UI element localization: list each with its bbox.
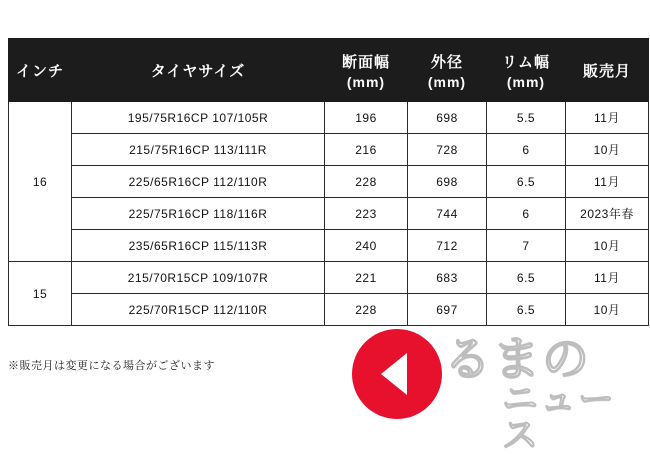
cell-section-width: 240: [325, 230, 408, 262]
cell-sale-month: 10月: [566, 294, 649, 326]
table-row: [9, 294, 649, 326]
cell-section-width: 223: [325, 198, 408, 230]
column-header-outer-diameter: [408, 39, 487, 102]
tire-spec-table-container: [8, 38, 642, 326]
cell-rim-width: 6: [487, 134, 566, 166]
cell-tire-size: 225/65R16CP 112/110R: [72, 166, 325, 198]
cell-rim-width: 6.5: [487, 166, 566, 198]
cell-sale-month: 11月: [566, 166, 649, 198]
logo-text-line2: ニュース: [502, 378, 617, 455]
column-header-inch: [9, 39, 72, 102]
cell-outer-diameter: 712: [408, 230, 487, 262]
cell-section-width: 228: [325, 166, 408, 198]
column-header-rim-width-unit: (mm): [506, 73, 546, 90]
column-header-section-width-unit: (mm): [346, 73, 386, 90]
cell-outer-diameter: 728: [408, 134, 487, 166]
tire-spec-table: [8, 38, 649, 326]
column-header-tire-size-label: タイヤサイズ: [150, 62, 246, 80]
column-header-sale-month: [566, 39, 649, 102]
cell-sale-month: 2023年春: [566, 198, 649, 230]
cell-tire-size: 225/70R15CP 112/110R: [72, 294, 325, 326]
column-header-outer-diameter-unit: (mm): [427, 73, 467, 90]
cell-outer-diameter: 683: [408, 262, 487, 294]
cell-outer-diameter: 744: [408, 198, 487, 230]
column-header-rim-width-label: リム幅: [501, 53, 550, 71]
cell-outer-diameter: 698: [408, 166, 487, 198]
table-row: [9, 102, 649, 134]
table-row: [9, 134, 649, 166]
cell-sale-month: 10月: [566, 134, 649, 166]
logo-chevron-icon: [381, 353, 407, 395]
cell-tire-size: 235/65R16CP 115/113R: [72, 230, 325, 262]
cell-sale-month: 11月: [566, 102, 649, 134]
cell-tire-size: 215/75R16CP 113/111R: [72, 134, 325, 166]
logo-text-line1: るまの: [444, 332, 591, 385]
cell-outer-diameter: 698: [408, 102, 487, 134]
cell-sale-month: 11月: [566, 262, 649, 294]
cell-tire-size: 225/75R16CP 118/116R: [72, 198, 325, 230]
table-body: [9, 102, 649, 326]
table-row: [9, 166, 649, 198]
inch-group-cell: 15: [9, 262, 72, 326]
table-header-row: [9, 39, 649, 102]
cell-section-width: 221: [325, 262, 408, 294]
column-header-sale-month-label: 販売月: [582, 62, 631, 80]
footnote: ※販売月は変更になる場合がございます: [8, 360, 215, 372]
table-row: [9, 262, 649, 294]
column-header-section-width-label: 断面幅: [341, 53, 390, 71]
column-header-outer-diameter-label: 外径: [430, 53, 463, 71]
cell-rim-width: 6.5: [487, 262, 566, 294]
cell-outer-diameter: 697: [408, 294, 487, 326]
column-header-inch-label: インチ: [15, 62, 64, 80]
column-header-section-width: [325, 39, 408, 102]
logo-circle-icon: [352, 329, 442, 419]
cell-rim-width: 7: [487, 230, 566, 262]
cell-rim-width: 6.5: [487, 294, 566, 326]
column-header-rim-width: [487, 39, 566, 102]
table-row: [9, 198, 649, 230]
inch-group-cell: 16: [9, 102, 72, 262]
watermark-logo: [352, 329, 642, 455]
cell-section-width: 196: [325, 102, 408, 134]
table-header: [9, 39, 649, 102]
column-header-tire-size: [72, 39, 325, 102]
cell-rim-width: 5.5: [487, 102, 566, 134]
cell-rim-width: 6: [487, 198, 566, 230]
cell-tire-size: 195/75R16CP 107/105R: [72, 102, 325, 134]
cell-sale-month: 10月: [566, 230, 649, 262]
table-row: [9, 230, 649, 262]
cell-section-width: 216: [325, 134, 408, 166]
cell-section-width: 228: [325, 294, 408, 326]
cell-tire-size: 215/70R15CP 109/107R: [72, 262, 325, 294]
